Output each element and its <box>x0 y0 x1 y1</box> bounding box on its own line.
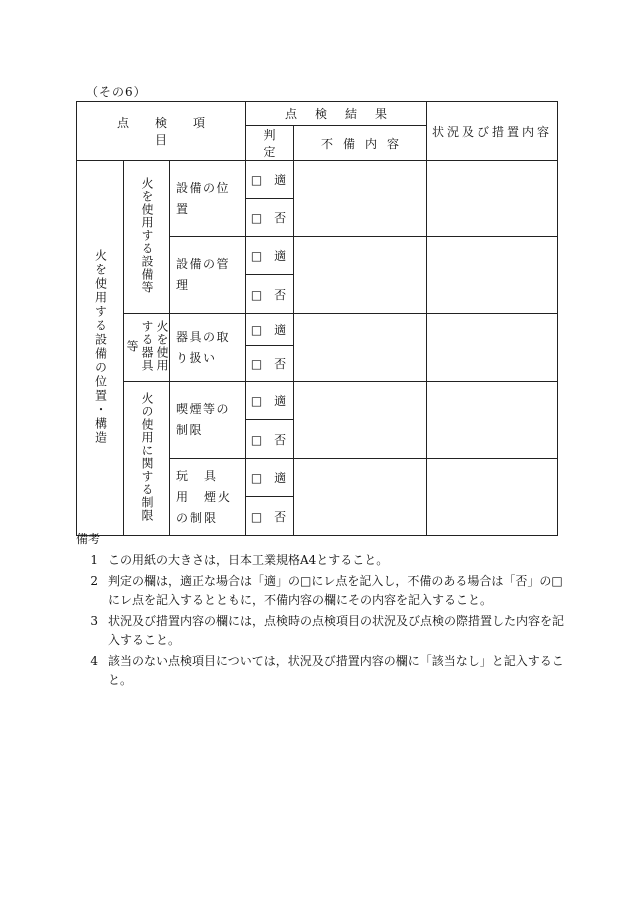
status-measures-cell[interactable] <box>427 161 558 237</box>
subgroup-label: 火の使用に関する制限 <box>140 392 154 522</box>
header-inspection-item: 点検項目 <box>77 102 246 161</box>
note-text: 該当のない点検項目については，状況及び措置内容の欄に「該当なし」と記入すること。 <box>108 653 564 688</box>
note-number: 2 <box>90 573 98 588</box>
defect-content-cell[interactable] <box>294 161 427 237</box>
judgment-ng[interactable] <box>246 199 294 237</box>
note-item <box>76 652 566 691</box>
status-measures-cell[interactable] <box>427 382 558 459</box>
defect-content-cell[interactable] <box>294 314 427 382</box>
subgroup-label: 火を使用する器具等 <box>125 320 169 372</box>
checkbox-icon[interactable]: □ <box>250 471 265 485</box>
judgment-ok[interactable] <box>246 459 294 497</box>
note-number: 4 <box>90 653 98 668</box>
note-number: 1 <box>90 553 98 568</box>
judgment-ok[interactable] <box>246 382 294 420</box>
item-label: 器具の取り扱い <box>170 314 246 382</box>
header-row-1 <box>77 102 558 126</box>
ng-label: 否 <box>274 287 289 302</box>
table-row <box>77 382 558 420</box>
ok-label: 適 <box>274 471 289 485</box>
judgment-ok[interactable] <box>246 237 294 275</box>
note-number: 3 <box>90 613 98 628</box>
judgment-ok[interactable] <box>246 314 294 346</box>
defect-content-cell[interactable] <box>294 459 427 536</box>
item-label: 玩 具 用 煙火の制限 <box>170 459 246 536</box>
header-defect-content: 不備内容 <box>294 126 427 161</box>
defect-content-cell[interactable] <box>294 237 427 314</box>
table-row <box>77 314 558 346</box>
note-text: この用紙の大きさは，日本工業規格A4とすること。 <box>108 553 389 568</box>
ng-label: 否 <box>274 432 289 447</box>
ng-label: 否 <box>274 357 289 371</box>
checkbox-icon[interactable]: □ <box>250 509 265 524</box>
header-inspection-result: 点検結果 <box>246 102 427 126</box>
header-status-measures: 状況及び措置内容 <box>427 102 558 161</box>
note-text: 判定の欄は，適正な場合は「適」の□にレ点を記入し，不備のある場合は「否」の□にレ点を記入するとともに，不備内容の欄にその内容を記入すること。 <box>108 573 563 608</box>
checkbox-icon[interactable]: □ <box>250 357 265 371</box>
status-measures-cell[interactable] <box>427 459 558 536</box>
ok-label: 適 <box>274 249 289 263</box>
note-item <box>76 551 566 570</box>
checkbox-icon[interactable]: □ <box>250 394 265 408</box>
checkbox-icon[interactable]: □ <box>250 211 265 225</box>
group-title: 火を使用する設備の位置・構造 <box>93 248 108 445</box>
ng-label: 否 <box>274 211 289 225</box>
judgment-ng[interactable] <box>246 275 294 314</box>
ok-label: 適 <box>274 323 289 337</box>
item-label: 設備の管理 <box>170 237 246 314</box>
judgment-ok[interactable] <box>246 161 294 199</box>
judgment-ng[interactable] <box>246 346 294 382</box>
subgroup-label: 火を使用する設備等 <box>140 177 154 294</box>
checkbox-icon[interactable]: □ <box>250 249 265 263</box>
subgroup-cell-appliances <box>124 314 170 382</box>
note-item <box>76 572 566 611</box>
page-label: （その6） <box>86 85 147 99</box>
note-item <box>76 612 566 651</box>
subgroup-cell-equipment <box>124 161 170 314</box>
group-title-cell <box>77 161 124 536</box>
ok-label: 適 <box>274 394 289 408</box>
judgment-ng[interactable] <box>246 420 294 459</box>
notes-title: 備考 <box>76 532 101 546</box>
checkbox-icon[interactable]: □ <box>250 323 265 337</box>
notes-section <box>76 530 566 692</box>
subgroup-cell-restrictions <box>124 382 170 536</box>
ok-label: 適 <box>274 173 289 187</box>
item-label: 喫煙等の制限 <box>170 382 246 459</box>
defect-content-cell[interactable] <box>294 382 427 459</box>
status-measures-cell[interactable] <box>427 314 558 382</box>
table-row <box>77 161 558 199</box>
note-text: 状況及び措置内容の欄には，点検時の点検項目の状況及び点検の際措置した内容を記入すること。 <box>108 613 565 648</box>
checkbox-icon[interactable]: □ <box>250 287 265 302</box>
inspection-table <box>76 101 558 536</box>
header-judgment: 判定 <box>246 126 294 161</box>
ng-label: 否 <box>274 509 289 524</box>
checkbox-icon[interactable]: □ <box>250 432 265 447</box>
status-measures-cell[interactable] <box>427 237 558 314</box>
item-label: 設備の位置 <box>170 161 246 237</box>
checkbox-icon[interactable]: □ <box>250 173 265 187</box>
